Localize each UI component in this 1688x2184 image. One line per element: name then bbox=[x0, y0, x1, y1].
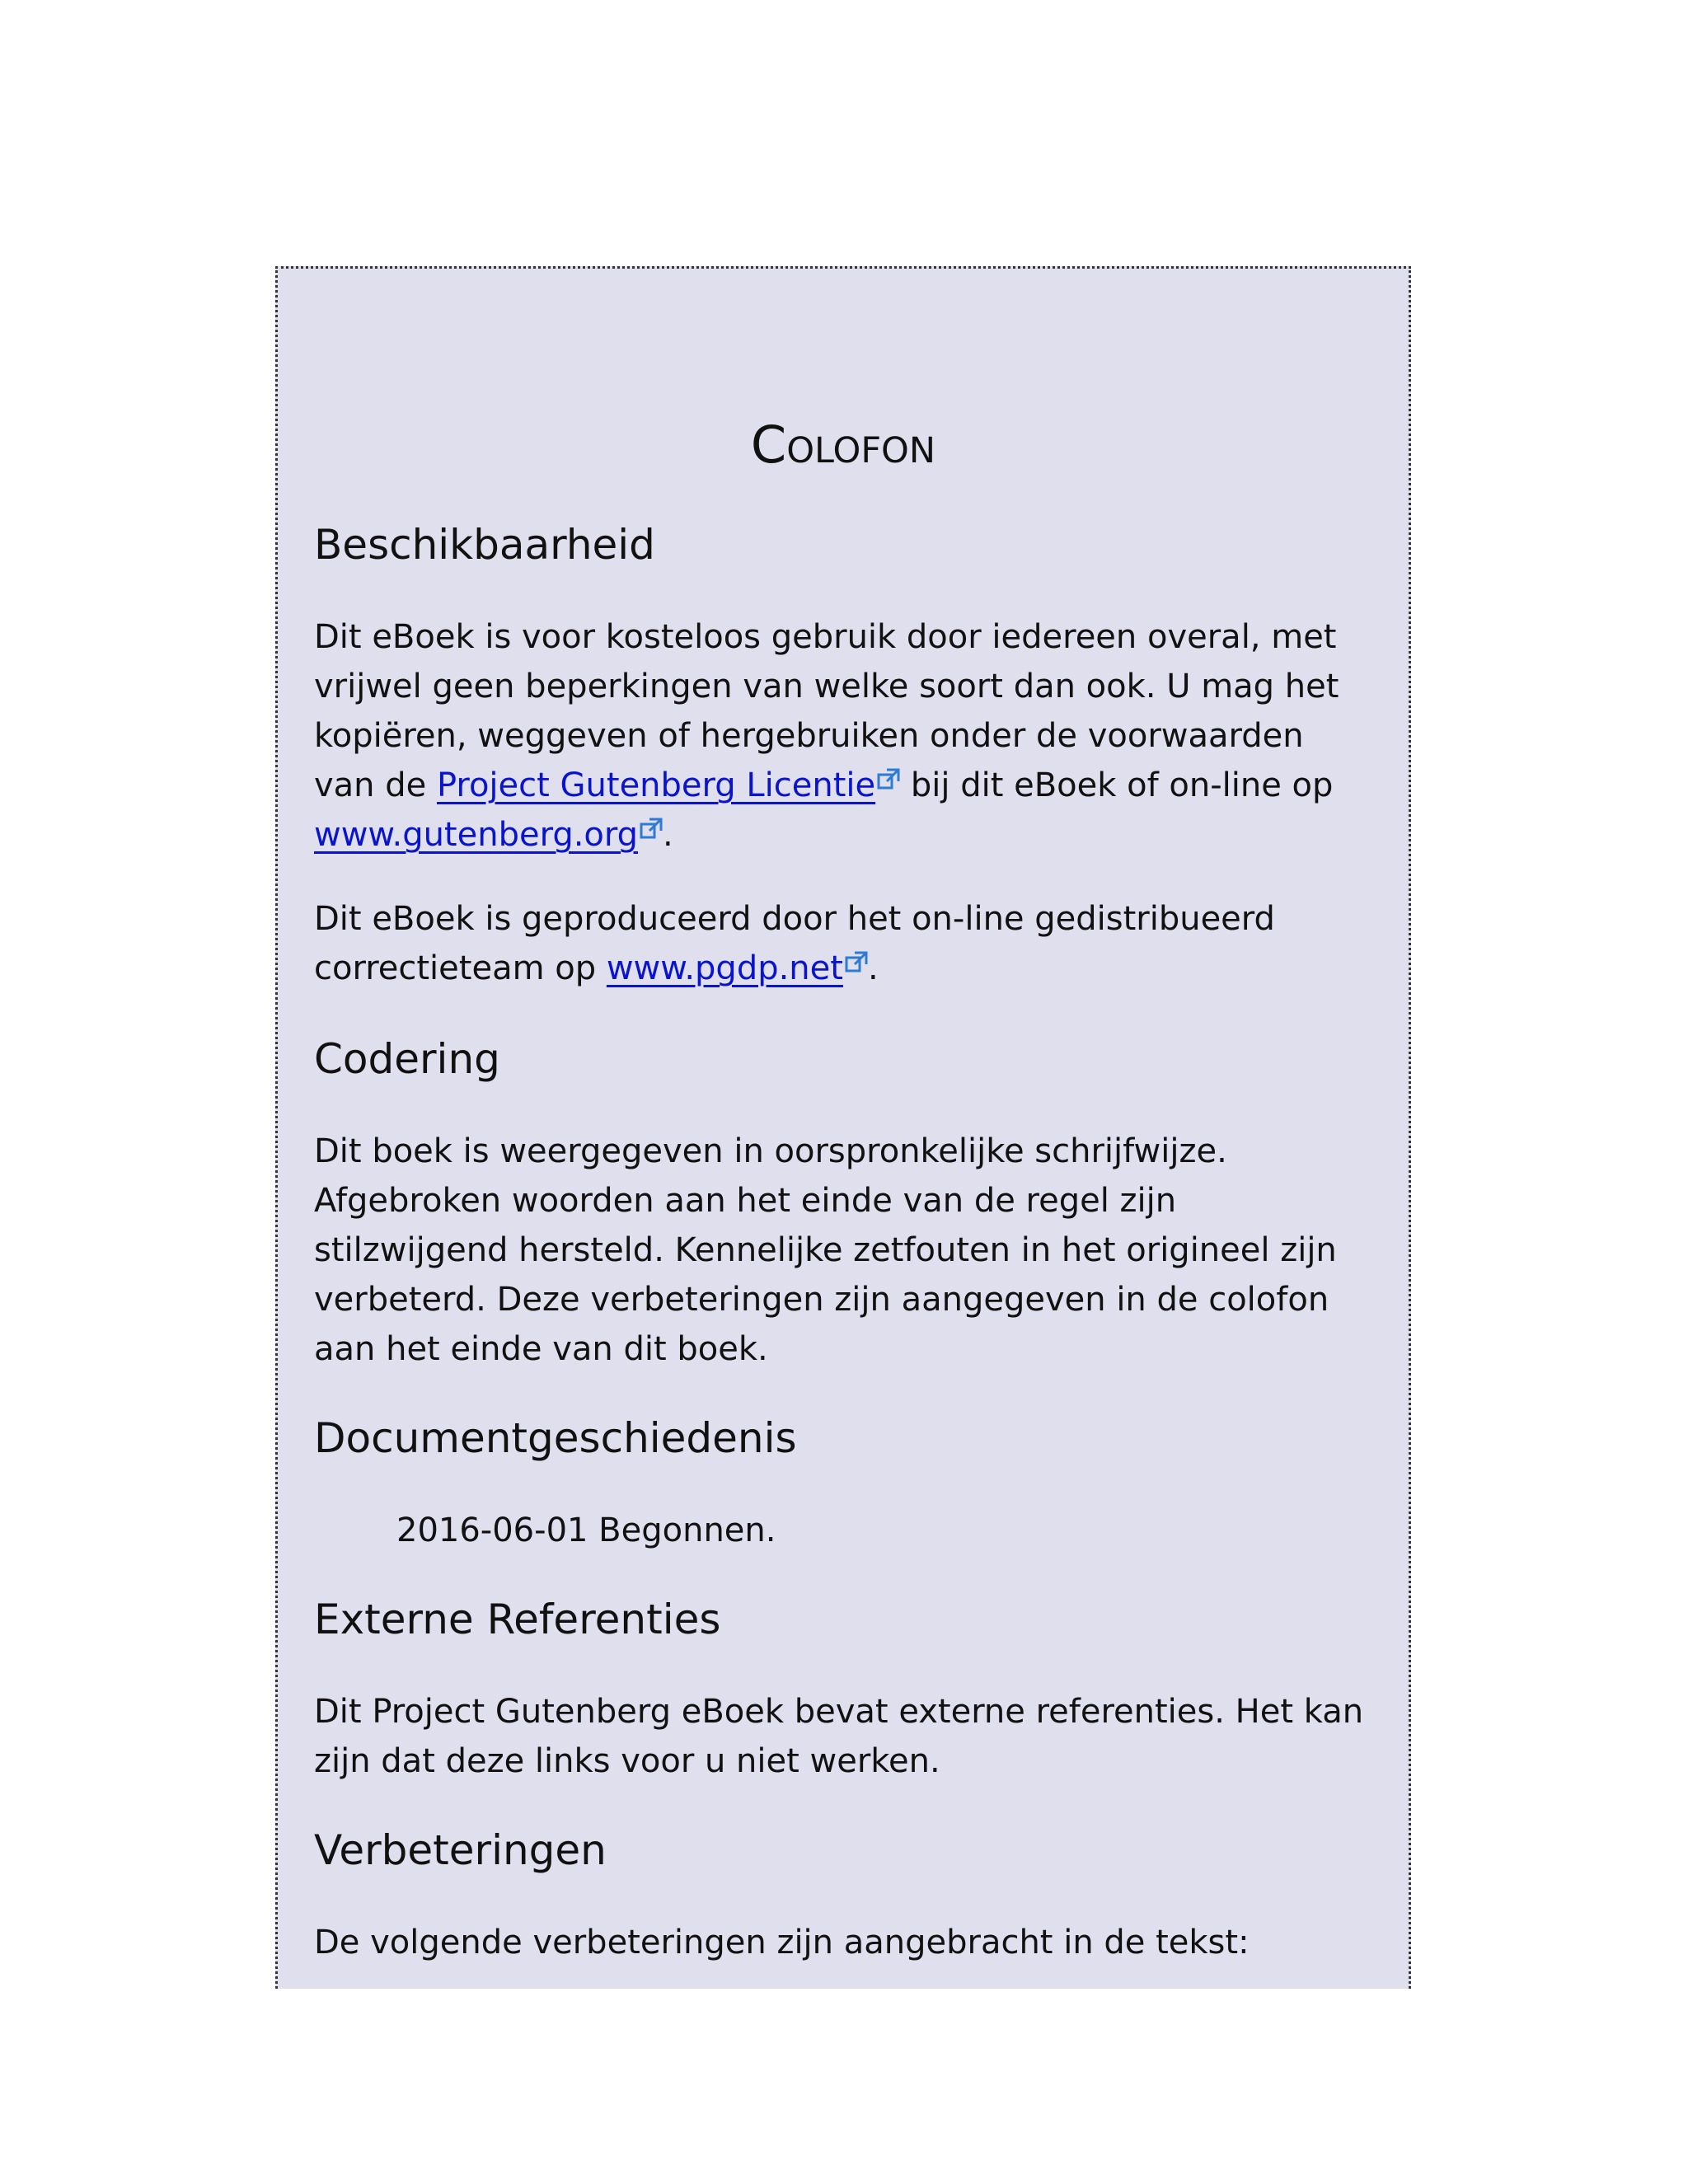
paragraph-externe-referenties: Dit Project Gutenberg eBoek bevat externe referenties. Het kan zijn dat deze links voor u niet werken. bbox=[314, 1693, 1364, 1781]
external-link-icon bbox=[640, 818, 663, 841]
paragraph-verbeteringen: De volgende verbeteringen zijn aangebracht in de tekst: bbox=[314, 1924, 1250, 1962]
external-link-icon bbox=[845, 951, 868, 974]
text-fragment: . bbox=[663, 816, 673, 855]
license-link[interactable]: Project Gutenberg Licentie bbox=[436, 766, 876, 805]
heading-beschikbaarheid: Beschikbaarheid bbox=[314, 521, 655, 569]
heading-verbeteringen: Verbeteringen bbox=[314, 1826, 607, 1875]
paragraph-beschikbaarheid bbox=[314, 612, 1372, 860]
heading-externe-referenties: Externe Referenties bbox=[314, 1596, 721, 1644]
paragraph-pgdp bbox=[314, 894, 1372, 993]
text-fragment: bij dit eBoek of on-line op bbox=[900, 766, 1334, 805]
text-fragment: Dit eBoek is geproduceerd door het on-line gedistribueerd correctieteam op bbox=[314, 900, 1275, 988]
page-title: Colofon bbox=[750, 415, 936, 475]
external-link-icon bbox=[877, 768, 900, 791]
text-fragment: . bbox=[867, 949, 879, 988]
gutenberg-link[interactable]: www.gutenberg.org bbox=[314, 816, 639, 855]
text-fragment: Dit eBoek is voor kosteloos gebruik door iedereen overal, met vrijwel geen beperkingen van welke soort dan ook. U mag het kopiëren, weggeven of hergebruiken onder de voorwaarden van de bbox=[314, 618, 1339, 805]
heading-codering: Codering bbox=[314, 1035, 500, 1084]
colophon-box bbox=[275, 266, 1411, 1989]
history-entry: 2016-06-01 Begonnen. bbox=[396, 1511, 776, 1550]
pgdp-link[interactable]: www.pgdp.net bbox=[606, 949, 843, 988]
heading-documentgeschiedenis: Documentgeschiedenis bbox=[314, 1414, 797, 1463]
paragraph-codering: Dit boek is weergegeven in oorspronkelijke schrijfwijze. Afgebroken woorden aan het einde van de regel zijn stilzwijgend hersteld. Kennelijke zetfouten in het origineel zijn verbeterd. Deze verbeteringen zijn aangegeven in de colofon aan het einde van dit boek. bbox=[314, 1132, 1337, 1369]
